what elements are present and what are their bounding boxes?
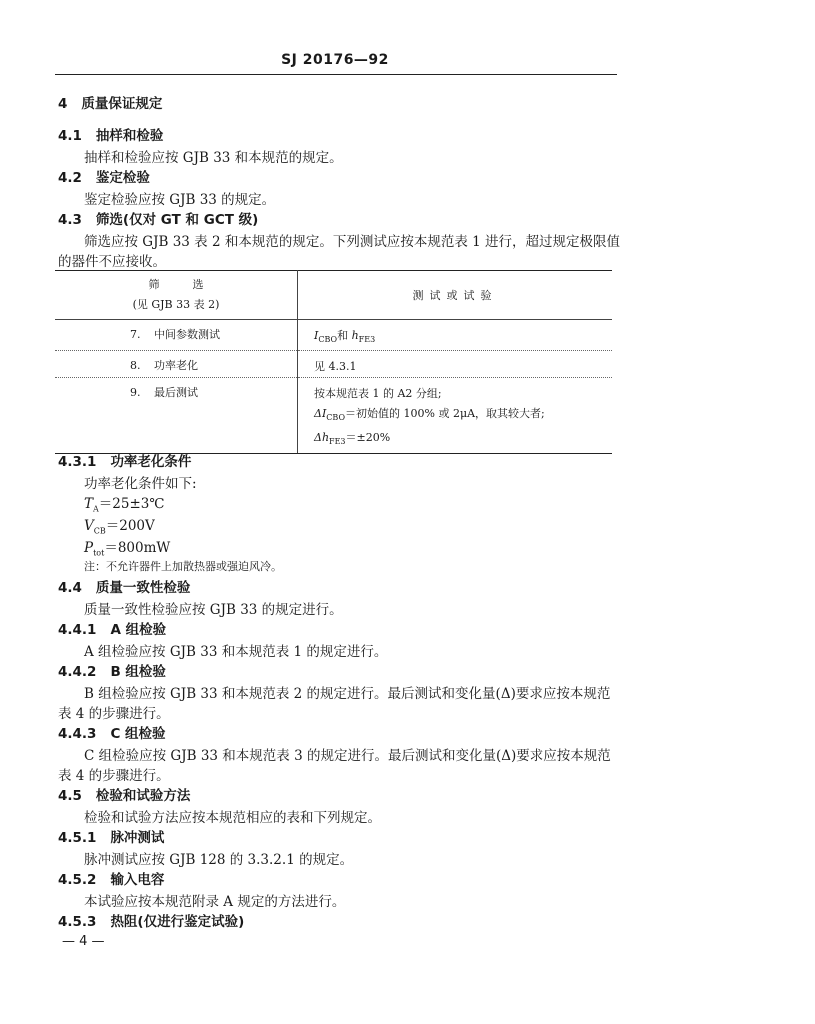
section-4-5-1-heading	[58, 826, 164, 846]
section-number: 4.3.1	[58, 454, 97, 470]
section-4-5-2-text: 本试验应按本规范附录 A 规定的方法进行。	[84, 894, 346, 910]
section-4-4-heading	[58, 576, 190, 596]
header-rule	[55, 74, 617, 75]
header-screening-ref: (见 GJB 33 表 2)	[132, 298, 220, 311]
section-number: 4.3	[58, 212, 82, 228]
section-4-5-text: 检验和试验方法应按本规范相应的表和下列规定。	[84, 810, 381, 826]
burn-in-condition-ta: $T_A=25\pm 3℃$	[84, 496, 165, 514]
section-4-2-text: 鉴定检验应按 GJB 33 的规定。	[84, 192, 276, 208]
section-4-4-2-heading	[58, 660, 166, 680]
section-number: 4.5.3	[58, 914, 97, 930]
section-number: 4.5	[58, 788, 82, 804]
row-number: 8.	[130, 359, 141, 373]
burn-in-condition-vcb: $V_{CB}=200V$	[84, 518, 155, 536]
section-4-4-2-text-line1: B 组检验应按 GJB 33 和本规范表 2 的规定进行。最后测试和变化量(Δ)要求应按本规范	[84, 686, 611, 702]
section-title: 检验和试验方法	[95, 788, 191, 804]
table-row	[55, 320, 612, 351]
burn-in-intro: 功率老化条件如下:	[84, 476, 197, 492]
section-4-5-1-text: 脉冲测试应按 GJB 128 的 3.3.2.1 的规定。	[84, 852, 354, 868]
section-title: C 组检验	[110, 726, 166, 742]
section-number: 4.5.1	[58, 830, 97, 846]
row-label: 功率老化	[154, 359, 198, 373]
document-code: SJ 20176—92	[281, 52, 389, 68]
section-title: 质量保证规定	[81, 96, 163, 112]
section-4-3-heading	[58, 208, 258, 228]
screening-table	[55, 270, 612, 454]
section-title: B 组检验	[110, 664, 166, 680]
section-title: 质量一致性检验	[95, 580, 191, 596]
section-title: 筛选(仅对 GT 和 GCT 级)	[95, 212, 259, 228]
header-test-label: 测试或试验	[412, 289, 498, 302]
section-4-4-3-text-line1: C 组检验应按 GJB 33 和本规范表 3 的规定进行。最后测试和变化量(Δ)要求应按本规范	[84, 748, 611, 764]
section-number: 4.4.3	[58, 726, 97, 742]
row-requirement: 按本规范表 1 的 A2 分组; $\Delta I_{CBO}=$初始值的 100% 或 2μA，取其较大者; $\Delta h_{FE3}=\pm 20\%$	[314, 387, 545, 447]
row-requirement: 见 4.3.1	[314, 360, 357, 374]
section-title: 鉴定检验	[95, 170, 150, 186]
section-4-4-3-heading	[58, 722, 166, 742]
header-screening-label: 筛 选	[148, 278, 204, 291]
burn-in-condition-ptot: $P_{tot}=800mW$	[84, 540, 171, 558]
section-4-4-1-text: A 组检验应按 GJB 33 和本规范表 1 的规定进行。	[84, 644, 388, 660]
section-4-heading	[58, 92, 162, 112]
section-number: 4	[58, 96, 68, 112]
section-4-3-text-line1: 筛选应按 GJB 33 表 2 和本规范的规定。下列测试应按本规范表 1 进行，超过规定极限值	[84, 234, 621, 250]
section-number: 4.5.2	[58, 872, 97, 888]
row-number: 9.	[130, 386, 141, 400]
section-title: 输入电容	[110, 872, 165, 888]
section-number: 4.4	[58, 580, 82, 596]
section-4-2-heading	[58, 166, 150, 186]
section-4-4-text: 质量一致性检验应按 GJB 33 的规定进行。	[84, 602, 343, 618]
section-title: 脉冲测试	[110, 830, 165, 846]
section-4-1-heading	[58, 124, 163, 144]
row-requirement: $I_{CBO}$和 $h_{FE3}$	[314, 329, 376, 345]
section-number: 4.4.2	[58, 664, 97, 680]
section-4-5-2-heading	[58, 868, 164, 888]
section-4-1-text: 抽样和检验应按 GJB 33 和本规范的规定。	[84, 150, 343, 166]
page-number: — 4 —	[62, 934, 105, 949]
section-title: 功率老化条件	[110, 454, 192, 470]
section-4-5-3-heading	[58, 910, 244, 930]
table-header-row	[55, 271, 612, 320]
section-4-3-text-line2: 的器件不应接收。	[58, 254, 166, 270]
table-header-left	[55, 271, 298, 320]
section-4-5-heading	[58, 784, 190, 804]
section-number: 4.2	[58, 170, 82, 186]
table-row	[55, 378, 612, 453]
table-header-right	[298, 271, 613, 320]
row-label: 中间参数测试	[154, 328, 220, 341]
section-number: 4.4.1	[58, 622, 97, 638]
section-title: A 组检验	[110, 622, 167, 638]
table-row	[55, 351, 612, 378]
section-title: 抽样和检验	[95, 128, 164, 144]
row-label: 最后测试	[154, 386, 198, 400]
section-4-4-1-heading	[58, 618, 166, 638]
section-4-4-3-text-line2: 表 4 的步骤进行。	[58, 768, 170, 784]
row-number: 7.	[130, 328, 141, 341]
burn-in-note: 注：不允许器件上加散热器或强迫风冷。	[84, 560, 282, 573]
section-title: 热阻(仅进行鉴定试验)	[110, 914, 245, 930]
section-number: 4.1	[58, 128, 82, 144]
section-4-4-2-text-line2: 表 4 的步骤进行。	[58, 706, 170, 722]
section-4-3-1-heading	[58, 450, 191, 470]
